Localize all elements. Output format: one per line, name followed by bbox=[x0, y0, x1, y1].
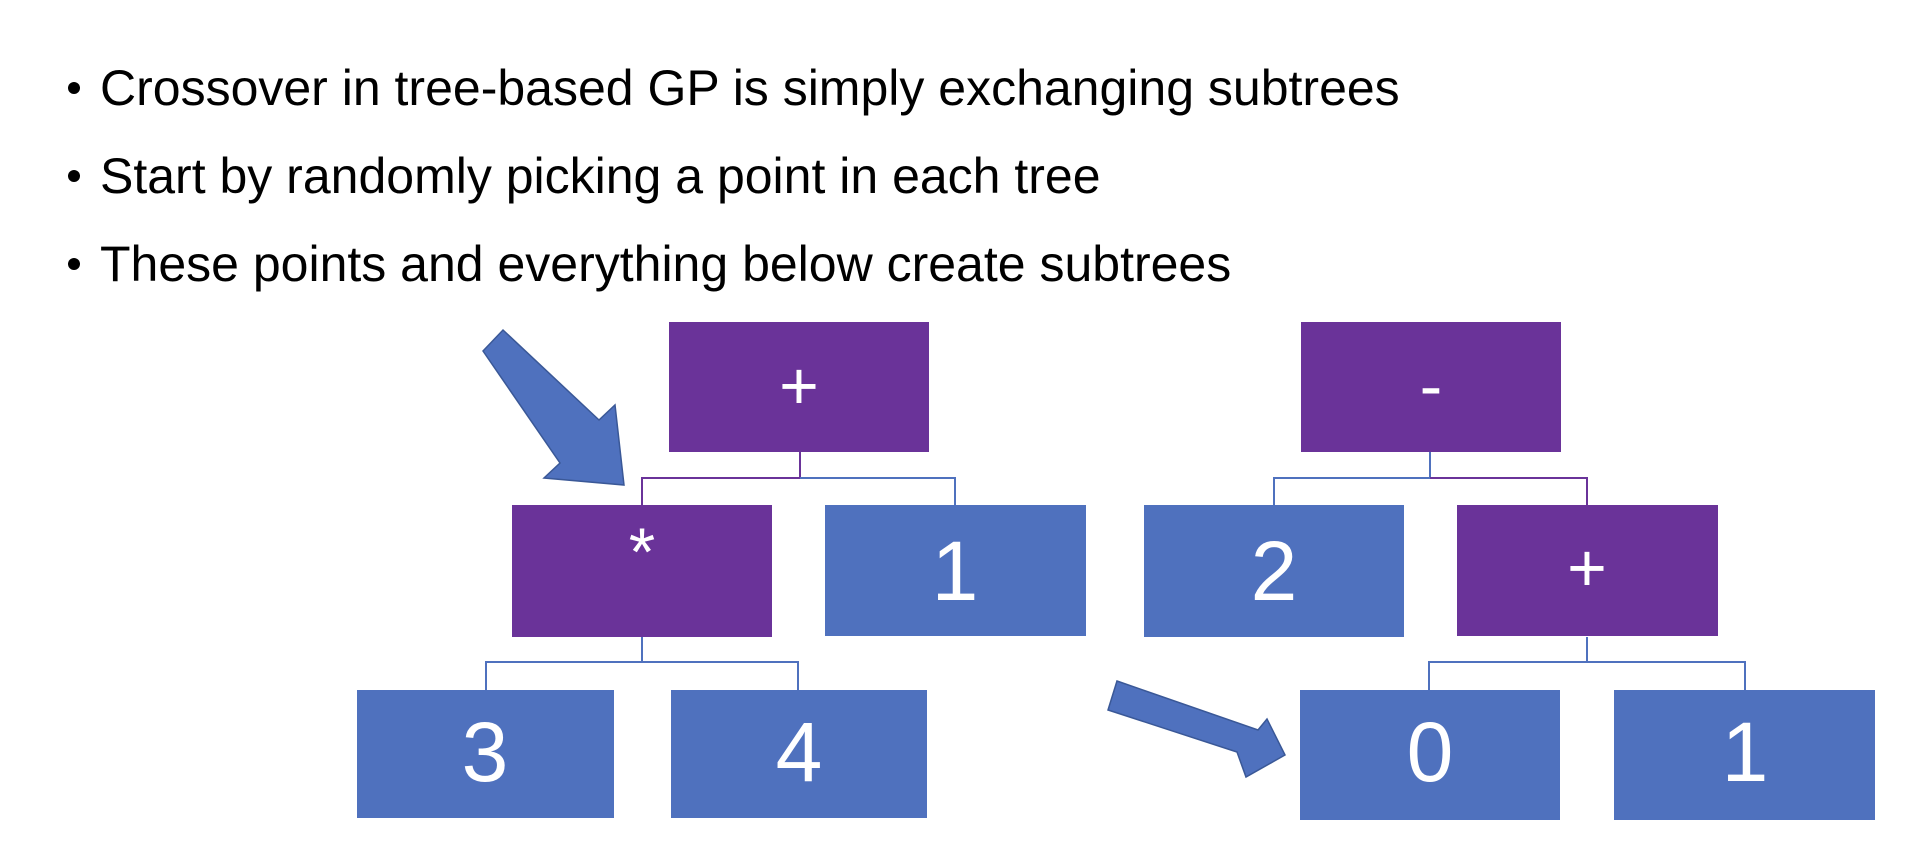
node-left-one-label: 1 bbox=[931, 524, 979, 618]
bullet-text-2: Start by randomly picking a point in each tree bbox=[100, 148, 1101, 204]
node-left-root-label: + bbox=[779, 348, 819, 424]
node-left-four bbox=[671, 690, 927, 818]
node-right-root-label: - bbox=[1419, 348, 1443, 424]
left-tree bbox=[357, 322, 1086, 818]
bullet-text-1: Crossover in tree-based GP is simply exchanging subtrees bbox=[100, 60, 1400, 116]
node-left-one bbox=[825, 505, 1086, 636]
node-right-two-label: 2 bbox=[1250, 524, 1298, 618]
node-right-one bbox=[1614, 690, 1875, 820]
connector-minus-to-plus bbox=[1430, 478, 1587, 505]
connector-plus-to-zero bbox=[1429, 637, 1587, 690]
node-left-four-label: 4 bbox=[775, 705, 823, 799]
node-right-plus-label: + bbox=[1567, 530, 1607, 606]
node-left-three bbox=[357, 690, 614, 818]
node-right-two bbox=[1144, 505, 1404, 637]
node-right-zero-label: 0 bbox=[1406, 705, 1454, 799]
node-left-star bbox=[512, 505, 772, 637]
node-left-three-label: 3 bbox=[461, 705, 509, 799]
node-right-one-label: 1 bbox=[1721, 705, 1769, 799]
connector-minus-to-two bbox=[1274, 452, 1430, 505]
selection-arrow-right-icon bbox=[1108, 681, 1285, 777]
connector-plus-to-star bbox=[642, 452, 800, 505]
node-right-plus bbox=[1457, 505, 1718, 636]
connector-plus-to-one-right bbox=[1587, 662, 1745, 690]
node-left-star-label: * bbox=[628, 514, 656, 590]
connector-star-to-three bbox=[486, 637, 642, 690]
connector-plus-to-one bbox=[800, 478, 955, 505]
connector-star-to-four bbox=[642, 662, 798, 690]
bullet-text-3: These points and everything below create subtrees bbox=[100, 236, 1232, 292]
node-right-zero bbox=[1300, 690, 1560, 820]
node-right-root bbox=[1301, 322, 1561, 452]
selection-arrow-left-icon bbox=[483, 330, 624, 485]
node-left-root bbox=[669, 322, 929, 452]
